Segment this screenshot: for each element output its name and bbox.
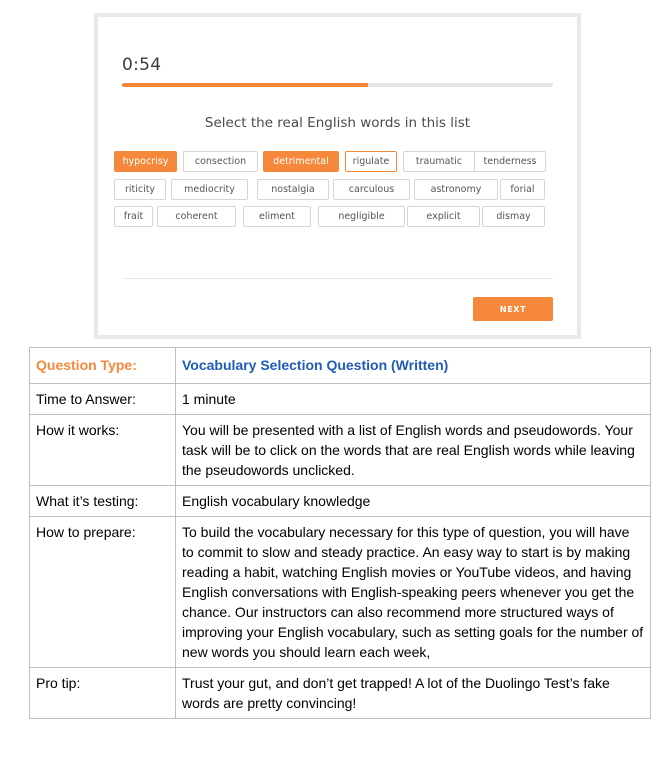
timer: 0:54 [122,55,162,75]
table-header-row [30,348,651,384]
word-chip[interactable]: detrimental [263,151,339,172]
row-label: Time to Answer: [30,384,176,415]
row-label: How it works: [30,415,176,486]
row-label: Pro tip: [30,668,176,719]
row-value: To build the vocabulary necessary for this type of question, you will have to commit to slow and steady practice. An easy way to start is by making reading a habit, watching English movies or YouTube videos, and having English conversations with English-speaking peers whenever you get the chance. Our instructors can also recommend more structured ways of improving your English vocabulary, such as setting goals for the number of new words you should learn each week, [176,517,651,668]
info-table [29,347,651,719]
word-chip[interactable]: eliment [243,206,311,227]
row-value: You will be presented with a list of English words and pseudowords. Your task will be to click on the words that are real English words while leaving the pseudowords unclicked. [176,415,651,486]
word-chip[interactable]: forial [500,179,545,200]
progress-fill [122,83,368,87]
table-row [30,668,651,719]
progress-bar [122,83,553,87]
word-chip[interactable]: astronomy [414,179,498,200]
question-type-value: Vocabulary Selection Question (Written) [176,348,651,384]
table-row [30,384,651,415]
word-chip[interactable]: mediocrity [171,179,248,200]
word-chip[interactable]: frait [114,206,153,227]
word-chip[interactable]: nostalgia [257,179,329,200]
row-value: Trust your gut, and don’t get trapped! A lot of the Duolingo Test’s fake words are pretty convincing! [176,668,651,719]
next-button[interactable]: NEXT [473,297,553,321]
table-row [30,486,651,517]
word-chip[interactable]: rigulate [345,151,397,172]
word-chip[interactable]: negligible [318,206,405,227]
divider [122,278,553,279]
question-type-label: Question Type: [30,348,176,384]
row-label: How to prepare: [30,517,176,668]
word-chip[interactable]: explicit [407,206,480,227]
table-row [30,517,651,668]
quiz-card-frame [94,13,581,339]
word-chip[interactable]: hypocrisy [114,151,177,172]
row-label: What it’s testing: [30,486,176,517]
word-chip[interactable]: carculous [333,179,410,200]
row-value: 1 minute [176,384,651,415]
table-row [30,415,651,486]
word-chip[interactable]: consection [183,151,258,172]
word-chip[interactable]: coherent [157,206,236,227]
word-chip[interactable]: tenderness [474,151,546,172]
instruction-text: Select the real English words in this list [204,115,471,131]
word-chip[interactable]: dismay [482,206,545,227]
quiz-card [98,17,577,335]
word-chip[interactable]: riticity [114,179,166,200]
word-chip[interactable]: traumatic [403,151,475,172]
row-value: English vocabulary knowledge [176,486,651,517]
